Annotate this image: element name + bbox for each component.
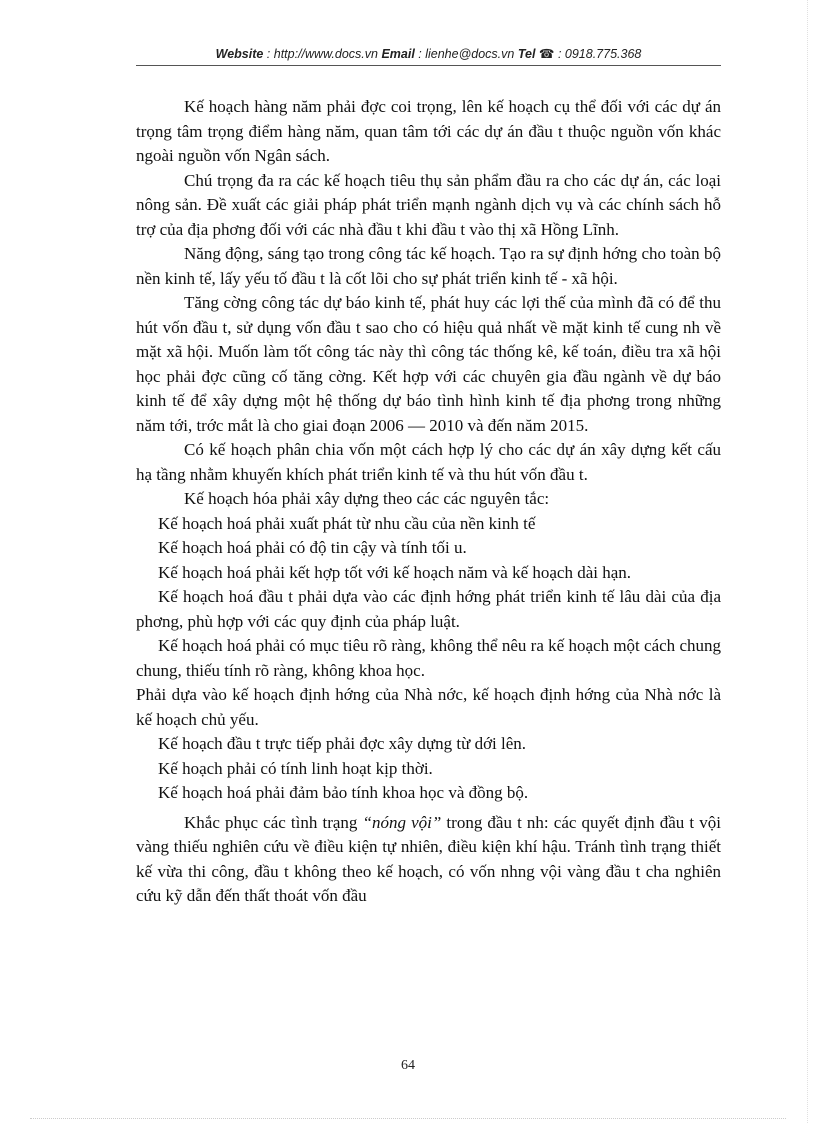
principle-item: Kế hoạch hoá phải có mục tiêu rõ ràng, không thể nêu ra kế hoạch một cách chung chung, thiếu tính rõ ràng, không khoa học.: [136, 636, 721, 680]
document-body: [136, 95, 721, 909]
page-number: 64: [401, 1058, 415, 1073]
page-right-border: [807, 0, 808, 1123]
principle-item: Kế hoạch hoá phải xuất phát từ nhu cầu của nền kinh tế: [158, 513, 536, 533]
principle-item: Phải dựa vào kế hoạch định hớng của Nhà nớc, kế hoạch định hớng của Nhà nớc là kế hoạch chủ yếu.: [136, 685, 721, 729]
emphasis-text: “nóng vội”: [362, 812, 442, 832]
paragraph-text: Khắc phục các tình trạng: [184, 812, 363, 832]
paragraph-last: [136, 811, 721, 909]
tel-label: Tel: [517, 47, 536, 61]
paragraph-text: trong đầu t nh: các quyết định đầu t vội vàng thiếu nghiên cứu về điều kiện tự nhiên, điều kiện khí hậu. Tránh tình trạng thiết kế vừa thi công, đầu t không theo kế hoạch, có vốn nhng vội vàng đầu t cha nghiên cứu kỹ dẫn đến thất thoát vốn đầu: [136, 812, 721, 905]
page-header: [136, 46, 721, 66]
principle-item: Kế hoạch phải có tính linh hoạt kịp thời.: [158, 758, 433, 778]
principle-item: Kế hoạch hoá phải có độ tin cậy và tính tối u.: [158, 538, 467, 557]
website-label: Website: [215, 47, 264, 61]
principle-item: Kế hoạch hoá phải đảm bảo tính khoa học và đồng bộ.: [158, 783, 529, 802]
email-value[interactable]: : lienhe@docs.vn: [414, 47, 518, 61]
website-value[interactable]: : http://www.docs.vn: [263, 47, 382, 61]
principle-item: Kế hoạch đầu t trực tiếp phải đợc xây dựng từ dới lên.: [158, 734, 527, 753]
paragraph: Chú trọng đa ra các kế hoạch tiêu thụ sản phẩm đầu ra cho các dự án, các loại nông sản. Đề xuất các giải pháp phát triển mạnh ngành dịch vụ và các chính sách hỗ trợ của địa phơng đối với các nhà đầu t khi đầu t vào thị xã Hồng Lĩnh.: [136, 170, 721, 239]
paragraph: Năng động, sáng tạo trong công tác kế hoạch. Tạo ra sự định hớng cho toàn bộ nền kinh tế, lấy yếu tố đầu t là cốt lõi cho sự phát triển kinh tế - xã hội.: [136, 244, 721, 288]
paragraph: Có kế hoạch phân chia vốn một cách hợp lý cho các dự án xây dựng kết cấu hạ tầng nhằm khuyến khích phát triển kinh tế và thu hút vốn đầu t.: [136, 440, 721, 484]
tel-value: ☎ : 0918.775.368: [535, 47, 642, 61]
email-label: Email: [381, 47, 415, 61]
paragraph: Kế hoạch hàng năm phải đợc coi trọng, lên kế hoạch cụ thể đối với các dự án trọng tâm trọng điểm hàng năm, quan tâm tới các dự án đầu t thuộc nguồn vốn khác ngoài nguồn vốn Ngân sách.: [136, 97, 721, 165]
principle-item: Kế hoạch hoá phải kết hợp tốt với kế hoạch năm và kế hoạch dài hạn.: [158, 562, 632, 582]
page-bottom-border: [30, 1118, 786, 1119]
header-divider: [136, 65, 721, 66]
paragraph: Kế hoạch hóa phải xây dựng theo các các nguyên tắc:: [184, 489, 550, 508]
principle-item: Kế hoạch hoá đầu t phải dựa vào các định hớng phát triển kinh tế lâu dài của địa phơng, phù hợp với các quy định của pháp luật.: [136, 587, 721, 631]
paragraph: Tăng cờng công tác dự báo kinh tế, phát huy các lợi thế của mình đã có để thu hút vốn đầu t, sử dụng vốn đầu t sao cho có hiệu quả nhất về mặt kinh tế cung nh về mặt xã hội. Muốn làm tốt công tác này thì công tác thống kê, kế toán, điều tra xã hội học phải đợc cũng cố tăng cờng. Kết hợp với các chuyên gia đầu ngành về dự báo kinh tế để xây dựng một hệ thống dự báo tình hình kinh tế địa phơng trong những năm tới, trớc mắt là cho giai đoạn 2006 — 2010 và đến năm 2015.: [136, 293, 721, 435]
